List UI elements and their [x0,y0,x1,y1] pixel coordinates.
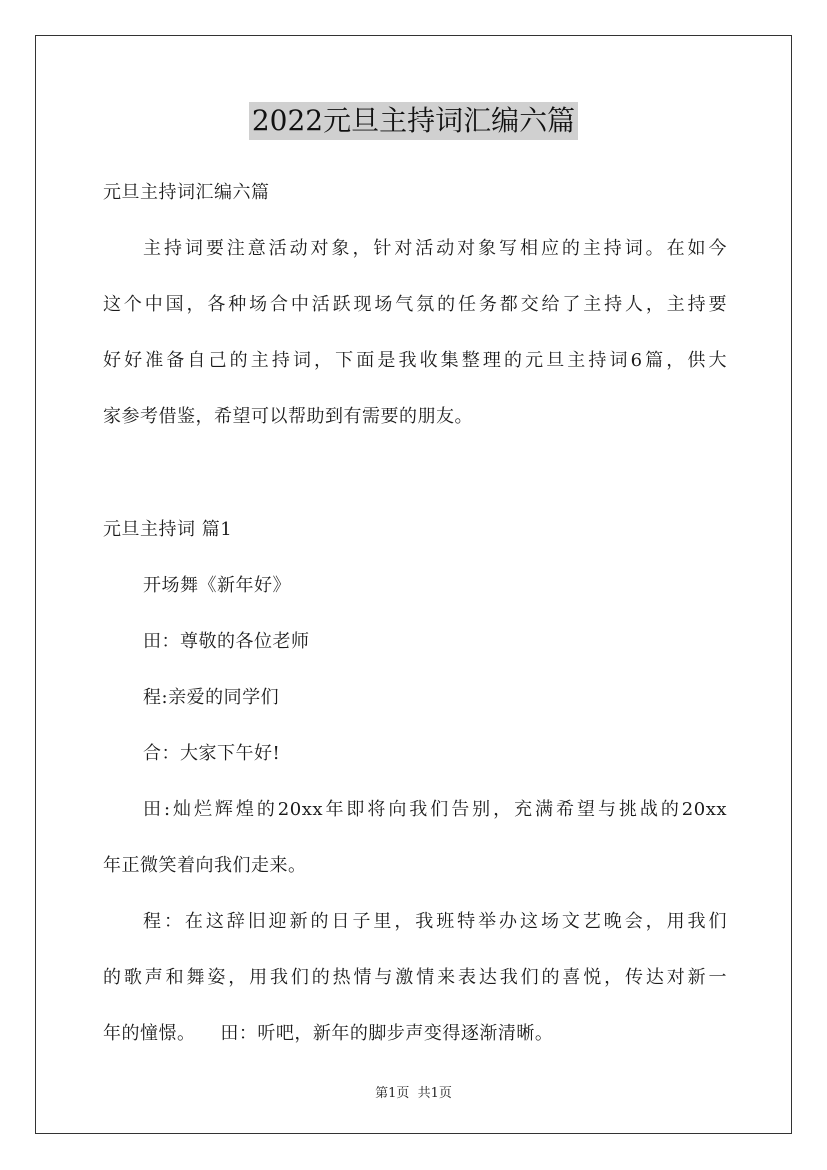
intro-line-3: 好好准备自己的主持词，下面是我收集整理的元旦主持词6篇，供大 [103,350,727,371]
script-line-opening-dance: 开场舞《新年好》 [143,575,291,596]
script-line-cheng-2c: 年的憧憬。 田：听吧，新年的脚步声变得逐渐清晰。 [103,1023,554,1044]
section-heading: 元旦主持词 篇1 [103,519,233,540]
intro-line-1: 主持词要注意活动对象，针对活动对象写相应的主持词。在如今 [143,238,727,259]
script-line-cheng-2b: 的歌声和舞姿，用我们的热情与激情来表达我们的喜悦，传达对新一 [103,967,727,988]
script-line-tian-1: 田：尊敬的各位老师 [143,631,310,652]
document-title: 2022元旦主持词汇编六篇 [249,102,578,140]
script-line-tian-2b: 年正微笑着向我们走来。 [103,855,307,876]
intro-line-2: 这个中国，各种场合中活跃现场气氛的任务都交给了主持人，主持要 [103,294,727,315]
intro-line-4: 家参考借鉴，希望可以帮助到有需要的朋友。 [103,406,473,427]
script-line-cheng-2a: 程：在这辞旧迎新的日子里，我班特举办这场文艺晚会，用我们 [143,911,727,932]
document-subtitle: 元旦主持词汇编六篇 [103,182,270,203]
script-line-together: 合：大家下午好! [143,743,281,764]
title-container [0,102,827,140]
script-line-tian-2a: 田:灿烂辉煌的20xx年即将向我们告别，充满希望与挑战的20xx [143,799,727,820]
script-line-cheng-1: 程:亲爱的同学们 [143,687,280,708]
document-body [103,175,727,1052]
page-footer: 第1页 共1页 [375,1086,452,1101]
